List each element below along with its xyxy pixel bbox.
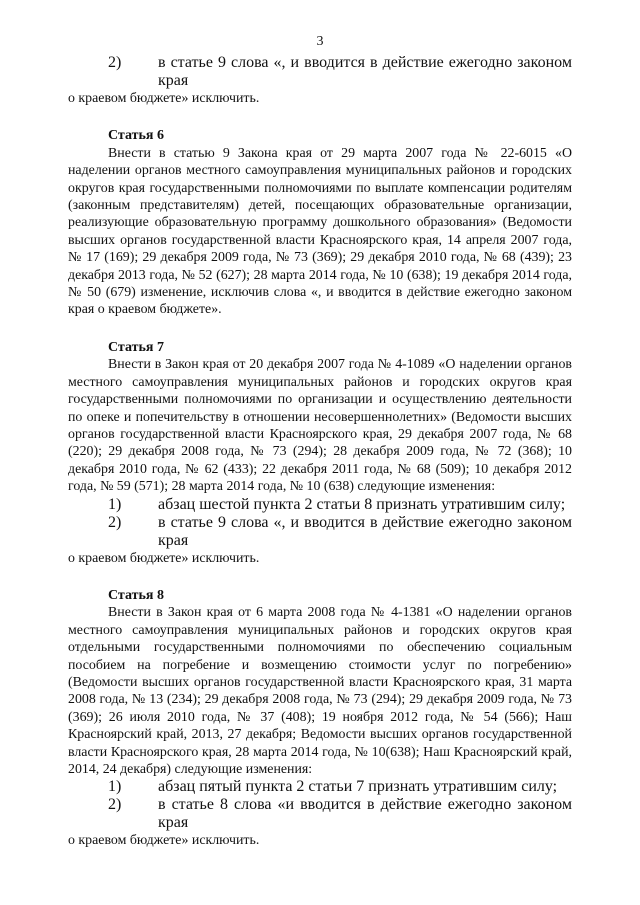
article-7-paragraph: Внести в Закон края от 20 декабря 2007 года № 4-1089 «О наделении органов местного самоуправления муниципальных районов и городских округов края государственными полномочиями по организации и осуществлению деятельности по опеке и попечительству в отношении несовершеннолетних» (Ведомости высших органов государственной власти Красноярского края, 29 декабря 2007 года, № 68 (220); 29 декабря 2008 года, № 73 (294); 28 декабря 2009 года, № 72 (368); 10 декабря 2010 года, № 62 (433); 22 декабря 2011 года, № 68 (509); 10 декабря 2012 года, № 59 (571); 28 марта 2014 года, № 10 (638) следующие изменения: [68, 357, 572, 495]
list-item-text: в статье 8 слова «и вводится в действие ежегодно законом края [158, 796, 572, 832]
list-item-number: 1) [108, 495, 122, 513]
article-8-list-item-1 [68, 778, 572, 796]
article-8-heading: Статья 8 [108, 587, 164, 603]
intro-list-item [68, 54, 572, 90]
list-item-number: 2) [108, 796, 122, 814]
list-item-continuation: о краевом бюджете» исключить. [68, 91, 260, 106]
list-item-text: абзац шестой пункта 2 статьи 8 признать утратившим силу; [158, 495, 566, 513]
article-6-heading: Статья 6 [108, 128, 164, 144]
article-8-paragraph: Внести в Закон края от 6 марта 2008 года № 4-1381 «О наделении органов местного самоуправления муниципальных районов и городских округов края отдельными государственными полномочиями по обеспечению социальным пособием на погребение и возмещению стоимости услуг по погребению» (Ведомости высших органов государственной власти Красноярского края, 31 марта 2008 года, № 13 (234); 29 декабря 2008 года, № 73 (294); 29 декабря 2009 года, № 73 (369); 26 июля 2010 года, № 37 (408); 19 ноября 2012 года, № 54 (566); Наш Красноярский край, 2013, 27 декабря; Ведомости высших органов государственной власти Красноярского края, 28 марта 2014 года, № 10(638); Наш Красноярский край, 2014, 24 декабря) следующие изменения: [68, 605, 572, 777]
list-item-number: 2) [108, 54, 122, 71]
list-item-number: 2) [108, 513, 122, 531]
list-item-continuation: о краевом бюджете» исключить. [68, 833, 260, 849]
list-item-text: в статье 9 слова «, и вводится в действие ежегодно законом края [158, 54, 572, 89]
article-7-list-item-1 [68, 496, 572, 514]
list-item-text: абзац пятый пункта 2 статьи 7 признать утратившим силу; [158, 778, 558, 796]
list-item-number: 1) [108, 778, 122, 796]
page-number: 3 [316, 34, 324, 49]
list-item-text: в статье 9 слова «, и вводится в действие ежегодно законом края [158, 513, 572, 549]
article-6-paragraph: Внести в статью 9 Закона края от 29 марта 2007 года № 22-6015 «О наделении органов местного самоуправления муниципальных районов и городских округов края государственными полномочиями по выплате компенсации родителям (законным представителям) детей, посещающих образовательные организации, реализующие образовательную программу дошкольного образования» (Ведомости высших органов государственной власти Красноярского края, 14 апреля 2007 года, № 17 (169); 29 декабря 2009 года, № 73 (369); 29 декабря 2010 года, № 68 (439); 23 декабря 2013 года, № 52 (627); 28 марта 2014 года, № 10 (638); 19 декабря 2014 года, № 50 (679) изменение, исключив слова «, и вводится в действие ежегодно законом края о краевом бюджете». [68, 145, 572, 318]
article-7-heading: Статья 7 [108, 339, 164, 355]
list-item-continuation: о краевом бюджете» исключить. [68, 550, 260, 566]
article-8-list-item-2 [68, 796, 572, 832]
article-7-list-item-2 [68, 514, 572, 550]
